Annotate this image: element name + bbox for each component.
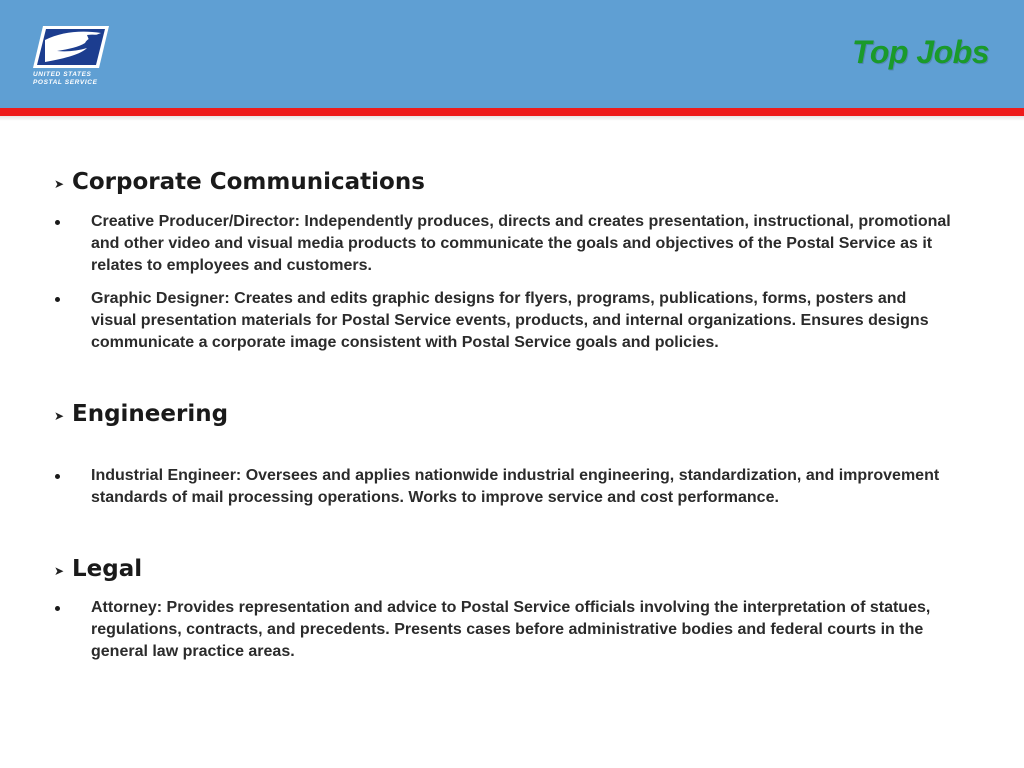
arrow-bullet-icon: ➤ [54, 564, 65, 578]
logo-text-line2: POSTAL SERVICE [33, 79, 98, 86]
section-heading-legal [54, 556, 142, 582]
list-item-text: Industrial Engineer: Oversees and applies nationwide industrial engineering, standardization, and improvement standards of mail processing operations. Works to improve service and cost performance. [91, 467, 940, 506]
arrow-bullet-icon: ➤ [54, 409, 65, 423]
section-heading-text: Engineering [72, 401, 229, 427]
list-item [52, 597, 952, 663]
list-item [52, 288, 952, 354]
section-heading-text: Corporate Communications [72, 169, 425, 195]
bullet-dot-icon [55, 606, 60, 611]
list-item-text: Creative Producer/Director: Independently produces, directs and creates presentation, instructional, promotional and other video and visual media products to communicate the goals and objectives of the Postal Service as it relates to employees and customers. [91, 213, 951, 274]
bullet-dot-icon [55, 474, 60, 479]
list-item [52, 465, 952, 509]
list-item-text: Graphic Designer: Creates and edits graphic designs for flyers, programs, publications, forms, posters and visual presentation materials for Postal Service events, products, and internal organizations. Ensures designs communicate a corporate image consistent with Postal Service goals and policies. [91, 290, 929, 351]
bullet-dot-icon [55, 297, 60, 302]
list-item-text: Attorney: Provides representation and advice to Postal Service officials involving the interpretation of statues, regulations, contracts, and precedents. Presents cases before administrative bodies and federal courts in the general law practice areas. [91, 599, 931, 660]
section-heading-text: Legal [72, 556, 143, 582]
logo-text-line1: UNITED STATES [33, 71, 92, 78]
list-item [52, 211, 952, 277]
section-heading-engineering [54, 401, 228, 427]
section-heading-corporate-communications [54, 169, 425, 195]
page-title: Top Jobs [851, 34, 989, 70]
bullet-dot-icon [55, 220, 60, 225]
arrow-bullet-icon: ➤ [54, 177, 65, 191]
